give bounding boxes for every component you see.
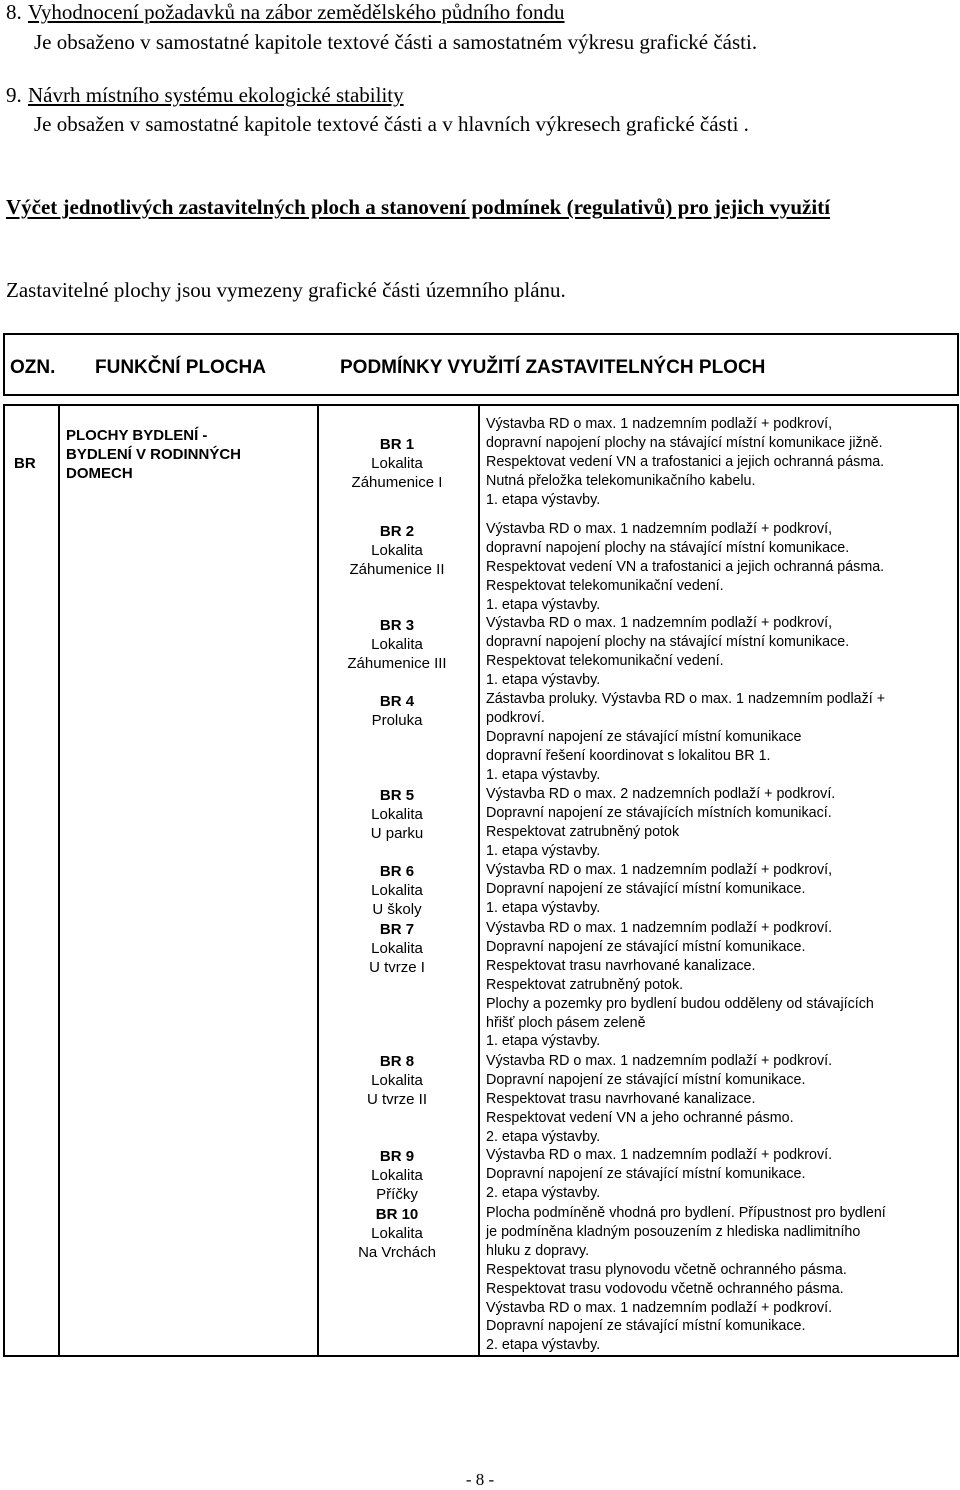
location-br2 bbox=[322, 522, 472, 579]
location-br3 bbox=[322, 616, 472, 673]
conditions-br1 bbox=[486, 415, 950, 510]
condition-line: Dopravní napojení ze stávající místní komunikace. bbox=[486, 1318, 806, 1335]
column-divider bbox=[478, 406, 480, 1355]
location-name: Záhumenice III bbox=[347, 655, 447, 672]
location-br10 bbox=[322, 1205, 472, 1262]
condition-line: Dopravní napojení ze stávajících místních komunikací. bbox=[486, 804, 832, 821]
condition-line: Výstavba RD o max. 1 nadzemním podlaží + podkroví. bbox=[486, 1053, 833, 1069]
location-code: BR 8 bbox=[379, 1053, 415, 1070]
condition-line: 1. etapa výstavby. bbox=[486, 899, 601, 916]
page-heading: Výčet jednotlivých zastavitelných ploch a stanovení podmínek (regulativů) pro jejich využití bbox=[6, 195, 831, 219]
section-9-title bbox=[6, 83, 404, 107]
condition-line: Plocha podmíněně vhodná pro bydlení. Přípustnost pro bydlení bbox=[486, 1205, 886, 1221]
condition-line: Výstavba RD o max. 2 nadzemních podlaží + podkroví. bbox=[486, 786, 836, 802]
functional-area-line: DOMECH bbox=[66, 465, 133, 482]
column-divider bbox=[317, 406, 319, 1355]
condition-line: Respektovat zatrubněný potok. bbox=[486, 976, 684, 993]
conditions-br9 bbox=[486, 1146, 950, 1203]
location-br6 bbox=[322, 862, 472, 919]
location-code: BR 4 bbox=[379, 693, 415, 710]
header-podminky: PODMÍNKY VYUŽITÍ ZASTAVITELNÝCH PLOCH bbox=[340, 357, 766, 378]
location-code: BR 7 bbox=[379, 921, 415, 938]
location-line: Lokalita bbox=[371, 636, 423, 653]
functional-area-line: PLOCHY BYDLENÍ - bbox=[66, 427, 208, 444]
location-line: Lokalita bbox=[371, 1225, 423, 1242]
header-ozn: OZN. bbox=[10, 357, 56, 378]
section-9-description: Je obsažen v samostatné kapitole textové části a v hlavních výkresech grafické části . bbox=[34, 112, 749, 136]
location-br7 bbox=[322, 920, 472, 977]
location-line: Lokalita bbox=[371, 1072, 423, 1089]
condition-line: Respektovat vedení VN a trafostanici a jejich ochranná pásma. bbox=[486, 453, 885, 470]
condition-line: 1. etapa výstavby. bbox=[486, 842, 601, 859]
condition-line: 2. etapa výstavby. bbox=[486, 1128, 601, 1145]
condition-line: 1. etapa výstavby. bbox=[486, 766, 601, 783]
conditions-br7 bbox=[486, 919, 950, 1051]
conditions-br8 bbox=[486, 1052, 950, 1147]
location-code: BR 3 bbox=[379, 617, 415, 634]
location-code: BR 5 bbox=[379, 787, 415, 804]
location-code: BR 9 bbox=[379, 1148, 415, 1165]
condition-line: 1. etapa výstavby. bbox=[486, 671, 601, 688]
condition-line: je podmíněna kladným posouzením z hlediska nadlimitního bbox=[486, 1223, 861, 1240]
location-name: Příčky bbox=[376, 1186, 418, 1203]
condition-line: Výstavba RD o max. 1 nadzemním podlaží + podkroví, bbox=[486, 862, 833, 878]
location-br8 bbox=[322, 1052, 472, 1109]
condition-line: 1. etapa výstavby. bbox=[486, 491, 601, 508]
location-line: Lokalita bbox=[371, 1167, 423, 1184]
condition-line: Respektovat trasu navrhované kanalizace. bbox=[486, 957, 756, 974]
condition-line: Respektovat telekomunikační vedení. bbox=[486, 652, 724, 669]
condition-line: hřišť ploch pásem zeleně bbox=[486, 1014, 646, 1031]
condition-line: dopravní napojení plochy na stávající místní komunikace jižně. bbox=[486, 434, 883, 451]
conditions-br2 bbox=[486, 520, 950, 615]
section-8-description: Je obsaženo v samostatné kapitole textové části a samostatném výkresu grafické části. bbox=[34, 30, 758, 54]
section-number: 9. bbox=[6, 83, 22, 107]
location-line: Lokalita bbox=[371, 882, 423, 899]
column-divider bbox=[58, 406, 60, 1355]
condition-line: Výstavba RD o max. 1 nadzemním podlaží + podkroví. bbox=[486, 1147, 833, 1163]
location-br5 bbox=[322, 786, 472, 843]
location-br9 bbox=[322, 1147, 472, 1204]
conditions-br6 bbox=[486, 861, 950, 918]
section-title-text: Vyhodnocení požadavků na zábor zemědělského půdního fondu bbox=[28, 0, 565, 24]
condition-line: Plochy a pozemky pro bydlení budou odděleny od stávajících bbox=[486, 995, 874, 1012]
functional-area-line: BYDLENÍ V RODINNÝCH bbox=[66, 446, 242, 463]
location-name: U parku bbox=[370, 825, 424, 842]
page-number: - 8 - bbox=[465, 1470, 495, 1489]
location-name: Proluka bbox=[371, 712, 423, 729]
conditions-br4 bbox=[486, 690, 950, 785]
condition-line: Zástavba proluky. Výstavba RD o max. 1 nadzemním podlaží + bbox=[486, 691, 886, 707]
location-code: BR 2 bbox=[379, 523, 415, 540]
condition-line: Dopravní napojení ze stávající místní komunikace. bbox=[486, 1165, 806, 1182]
condition-line: Výstavba RD o max. 1 nadzemním podlaží + podkroví, bbox=[486, 615, 833, 631]
intro-text: Zastavitelné plochy jsou vymezeny grafické části územního plánu. bbox=[6, 278, 566, 302]
location-code: BR 10 bbox=[375, 1206, 419, 1223]
location-br4 bbox=[322, 692, 472, 730]
condition-line: 2. etapa výstavby. bbox=[486, 1337, 601, 1354]
ozn-code: BR bbox=[14, 455, 36, 472]
location-line: Lokalita bbox=[371, 806, 423, 823]
condition-line: Respektovat vedení VN a trafostanici a jejich ochranná pásma. bbox=[486, 558, 885, 575]
section-number: 8. bbox=[6, 0, 22, 24]
condition-line: dopravní řešení koordinovat s lokalitou BR 1. bbox=[486, 747, 771, 764]
location-name: Záhumenice II bbox=[349, 561, 445, 578]
condition-line: Dopravní napojení ze stávající místní komunikace. bbox=[486, 1071, 806, 1088]
location-line: Lokalita bbox=[371, 542, 423, 559]
condition-line: Výstavba RD o max. 1 nadzemním podlaží + podkroví. bbox=[486, 1299, 833, 1316]
location-line: Lokalita bbox=[371, 455, 423, 472]
condition-line: Nutná přeložka telekomunikačního kabelu. bbox=[486, 472, 756, 489]
conditions-br3 bbox=[486, 614, 950, 690]
condition-line: Respektovat trasu plynovodu včetně ochranného pásma. bbox=[486, 1261, 847, 1278]
condition-line: Respektovat trasu vodovodu včetně ochranného pásma. bbox=[486, 1280, 844, 1297]
location-code: BR 1 bbox=[379, 436, 415, 453]
condition-line: Respektovat vedení VN a jeho ochranné pásmo. bbox=[486, 1109, 794, 1126]
location-name: U školy bbox=[372, 901, 422, 918]
location-name: Na Vrchách bbox=[358, 1244, 436, 1261]
condition-line: 1. etapa výstavby. bbox=[486, 1033, 601, 1050]
condition-line: podkroví. bbox=[486, 709, 545, 726]
location-name: U tvrze I bbox=[369, 959, 425, 976]
location-name: Záhumenice I bbox=[351, 474, 443, 491]
condition-line: 2. etapa výstavby. bbox=[486, 1184, 601, 1201]
condition-line: dopravní napojení plochy na stávající místní komunikace. bbox=[486, 539, 850, 556]
condition-line: Respektovat telekomunikační vedení. bbox=[486, 577, 724, 594]
condition-line: Výstavba RD o max. 1 nadzemním podlaží + podkroví, bbox=[486, 416, 833, 432]
condition-line: Dopravní napojení ze stávající místní komunikace. bbox=[486, 938, 806, 955]
header-funkcni-plocha: FUNKČNÍ PLOCHA bbox=[95, 357, 266, 378]
conditions-br10 bbox=[486, 1204, 950, 1355]
condition-line: dopravní napojení plochy na stávající místní komunikace. bbox=[486, 633, 850, 650]
condition-line: Dopravní napojení ze stávající místní komunikace. bbox=[486, 880, 806, 897]
location-code: BR 6 bbox=[379, 863, 415, 880]
condition-line: Respektovat trasu navrhované kanalizace. bbox=[486, 1090, 756, 1107]
condition-line: hluku z dopravy. bbox=[486, 1242, 590, 1259]
condition-line: Výstavba RD o max. 1 nadzemním podlaží + podkroví. bbox=[486, 920, 833, 936]
conditions-br5 bbox=[486, 785, 950, 861]
section-title-text: Návrh místního systému ekologické stability bbox=[28, 83, 404, 107]
condition-line: Dopravní napojení ze stávající místní komunikace bbox=[486, 728, 802, 745]
condition-line: Výstavba RD o max. 1 nadzemním podlaží + podkroví, bbox=[486, 521, 833, 537]
section-8-title bbox=[6, 0, 565, 24]
location-line: Lokalita bbox=[371, 940, 423, 957]
condition-line: 1. etapa výstavby. bbox=[486, 596, 601, 613]
location-name: U tvrze II bbox=[366, 1091, 427, 1108]
condition-line: Respektovat zatrubněný potok bbox=[486, 823, 680, 840]
functional-area bbox=[66, 426, 241, 483]
location-br1 bbox=[322, 435, 472, 492]
